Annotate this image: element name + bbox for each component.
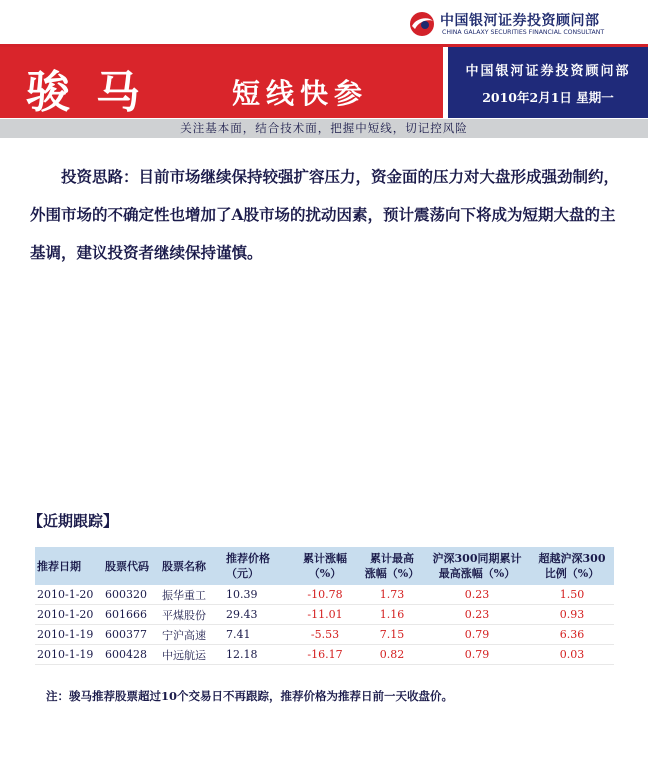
header-code: 股票代码	[103, 547, 160, 585]
org-name-cn: 中国银河证券投资顾问部	[440, 13, 600, 29]
cell-cum-high: 1.73	[360, 585, 424, 605]
header-exceed: 超越沪深300 比例（%）	[530, 547, 614, 585]
cell-exceed: 0.93	[530, 605, 614, 625]
cell-exceed: 1.50	[530, 585, 614, 605]
cell-name: 宁沪高速	[160, 625, 224, 645]
cell-code: 601666	[103, 605, 160, 625]
cell-code: 600428	[103, 645, 160, 665]
table-header-row	[35, 547, 614, 585]
header-name: 股票名称	[160, 547, 224, 585]
cell-exceed: 0.03	[530, 645, 614, 665]
cell-price: 7.41	[224, 625, 290, 645]
header-price: 推荐价格 （元）	[224, 547, 290, 585]
cell-cum-change: -5.53	[290, 625, 360, 645]
header-date: 推荐日期	[35, 547, 103, 585]
header-cum-change: 累计涨幅 （%）	[290, 547, 360, 585]
org-name-en: CHINA GALAXY SECURITIES FINANCIAL CONSULTANT	[442, 29, 605, 36]
table-row	[35, 585, 614, 605]
table-row	[35, 645, 614, 665]
section-title-tracking: 【近期跟踪】	[28, 512, 119, 530]
tracking-table	[35, 547, 614, 665]
cell-name: 振华重工	[160, 585, 224, 605]
cell-code: 600320	[103, 585, 160, 605]
cell-hs300: 0.79	[424, 625, 530, 645]
report-date: 2010年2月1日 星期一	[482, 90, 614, 105]
investment-thesis-paragraph: 投资思路：目前市场继续保持较强扩容压力，资金面的压力对大盘形成强劲制约，外围市场的不确定性也增加了A股市场的扰动因素，预计震荡向下将成为短期大盘的主基调，建议投资者继续保持谨慎。	[30, 167, 620, 262]
cell-hs300: 0.79	[424, 645, 530, 665]
company-logo	[408, 10, 644, 40]
table-row	[35, 625, 614, 645]
cell-price: 29.43	[224, 605, 290, 625]
cell-date: 2010-1-19	[35, 625, 103, 645]
report-subtitle: 短线快参	[232, 77, 369, 110]
report-title: 骏马	[26, 67, 166, 118]
cell-exceed: 6.36	[530, 625, 614, 645]
cell-name: 中远航运	[160, 645, 224, 665]
cell-date: 2010-1-20	[35, 585, 103, 605]
header-cum-high: 累计最高 涨幅（%）	[360, 547, 424, 585]
motto-bar: 关注基本面，结合技术面，把握中短线，切记控风险	[0, 119, 648, 138]
galaxy-logo-icon	[408, 10, 436, 38]
cell-price: 12.18	[224, 645, 290, 665]
cell-cum-change: -10.78	[290, 585, 360, 605]
cell-cum-high: 7.15	[360, 625, 424, 645]
cell-cum-high: 0.82	[360, 645, 424, 665]
cell-hs300: 0.23	[424, 585, 530, 605]
header-hs300: 沪深300同期累计 最高涨幅（%）	[424, 547, 530, 585]
cell-code: 600377	[103, 625, 160, 645]
cell-date: 2010-1-20	[35, 605, 103, 625]
cell-cum-high: 1.16	[360, 605, 424, 625]
cell-cum-change: -11.01	[290, 605, 360, 625]
cell-price: 10.39	[224, 585, 290, 605]
footnote: 注：骏马推荐股票超过10个交易日不再跟踪，推荐价格为推荐日前一天收盘价。	[46, 689, 453, 703]
table-row	[35, 605, 614, 625]
cell-date: 2010-1-19	[35, 645, 103, 665]
banner-org-name: 中国银河证券投资顾问部	[465, 64, 631, 79]
banner-blue-block	[448, 47, 648, 118]
cell-hs300: 0.23	[424, 605, 530, 625]
cell-name: 平煤股份	[160, 605, 224, 625]
cell-cum-change: -16.17	[290, 645, 360, 665]
